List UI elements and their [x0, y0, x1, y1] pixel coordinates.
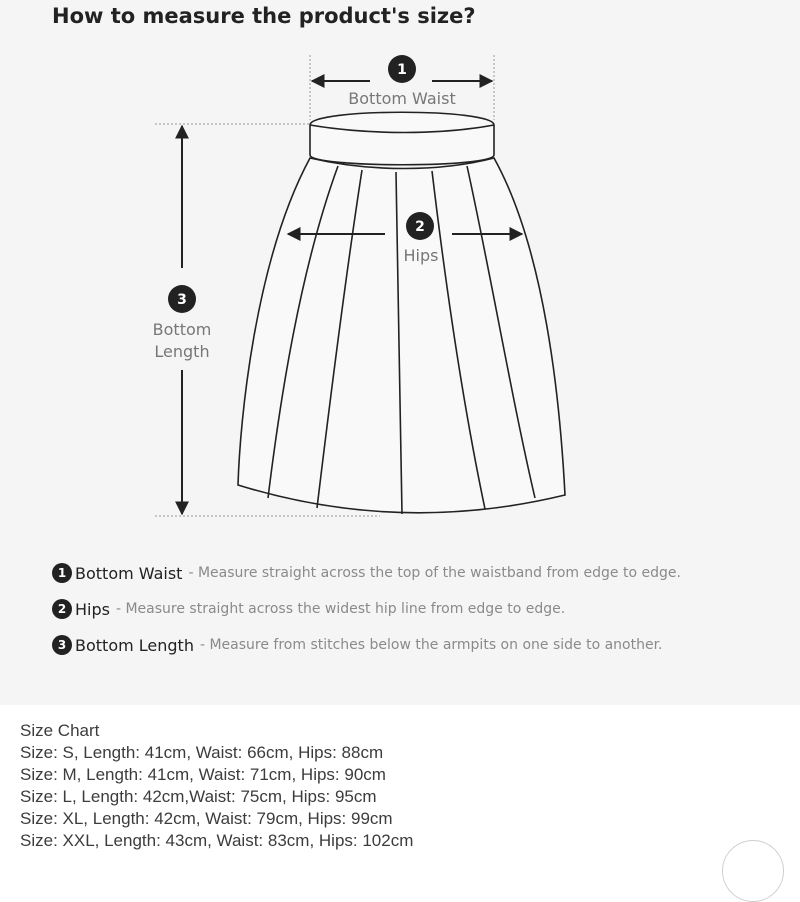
length-badge-number: 3: [177, 292, 187, 308]
scroll-top-button[interactable]: [722, 840, 784, 902]
size-chart-heading: Size Chart: [20, 721, 100, 740]
legend-description: - Measure from stitches below the armpits on one side to another.: [199, 637, 663, 653]
size-chart-row: Size: XL, Length: 42cm, Waist: 79cm, Hips: 99cm: [20, 809, 393, 828]
size-chart-row: Size: M, Length: 41cm, Waist: 71cm, Hips: 90cm: [20, 765, 386, 784]
length-label-line1: Bottom: [152, 320, 212, 339]
size-chart-row: Size: XXL, Length: 43cm, Waist: 83cm, Hips: 102cm: [20, 831, 414, 850]
legend-term: Bottom Length: [75, 635, 194, 655]
legend-term: Bottom Waist: [75, 563, 183, 583]
waist-badge-number: 1: [397, 62, 407, 78]
legend-badge: 2: [52, 599, 72, 619]
size-chart-row: Size: S, Length: 41cm, Waist: 66cm, Hips: 88cm: [20, 743, 384, 762]
legend-badge: 1: [52, 563, 72, 583]
legend-item-length: [52, 627, 792, 663]
skirt-illustration: [238, 112, 565, 514]
size-chart: [20, 720, 413, 852]
legend-badge: 3: [52, 635, 72, 655]
waist-measure: [312, 55, 492, 108]
legend-description: - Measure straight across the top of the waistband from edge to edge.: [188, 565, 681, 581]
legend-description: - Measure straight across the widest hip line from edge to edge.: [115, 601, 566, 617]
hips-label: Hips: [403, 246, 439, 265]
legend-term: Hips: [75, 599, 110, 619]
legend-item-hips: [52, 591, 792, 627]
length-measure: [153, 126, 212, 514]
length-label-line2: Length: [154, 342, 210, 361]
waist-label: Bottom Waist: [348, 89, 456, 108]
hips-badge-number: 2: [415, 219, 425, 235]
size-chart-row: Size: L, Length: 42cm,Waist: 75cm, Hips: 95cm: [20, 787, 377, 806]
page-title: How to measure the product's size?: [52, 4, 476, 28]
legend-item-waist: [52, 555, 792, 591]
measurement-legend: [52, 555, 792, 663]
